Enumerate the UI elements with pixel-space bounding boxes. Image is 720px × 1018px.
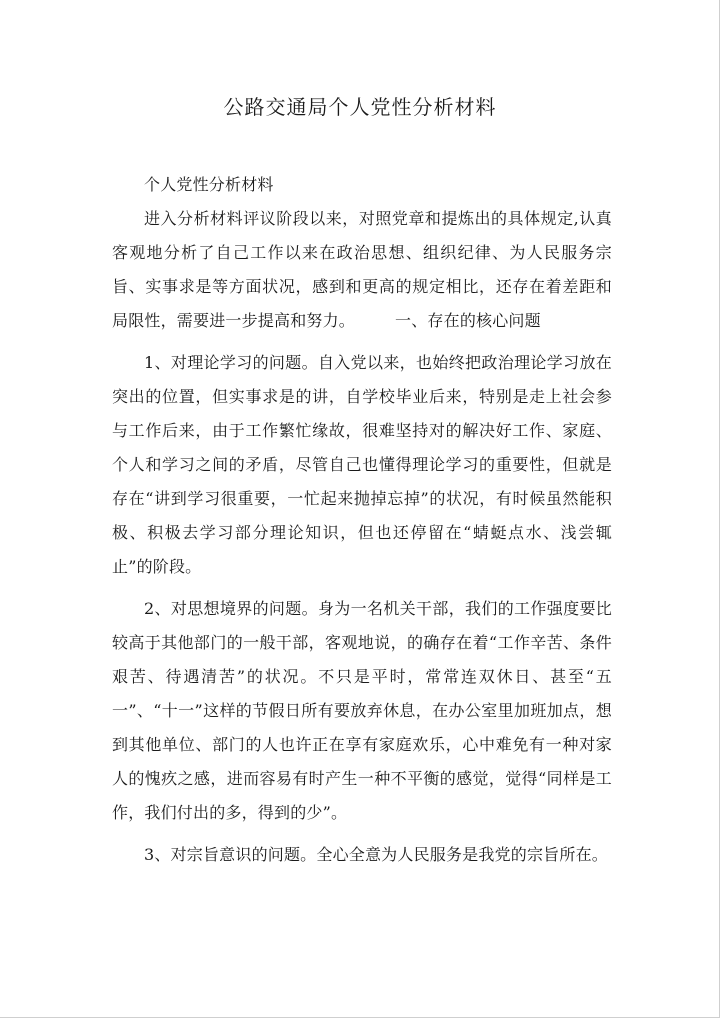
document-body bbox=[112, 168, 612, 872]
intro-paragraph bbox=[112, 202, 612, 338]
document-title: 公路交通局个人党性分析材料 bbox=[223, 95, 497, 119]
document-subtitle: 个人党性分析材料 bbox=[144, 175, 274, 194]
paragraph-1: 1、对理论学习的问题。自入党以来，也始终把政治理论学习放在突出的位置，但实事求是的讲，自学校毕业后来，特别是走上社会参与工作后来，由于工作繁忙缘故，很难坚持对的解决好工作、家庭、个人和学习之间的矛盾，尽管自己也懂得理论学习的重要性，但就是存在“讲到学习很重要，一忙起来抛掉忘掉”的状况，有时候虽然能积极、积极去学习部分理论知识，但也还停留在“蜻蜓点水、浅尝辄止”的阶段。 bbox=[112, 353, 612, 576]
intro-text: 进入分析材料评议阶段以来，对照党章和提炼出的具体规定,认真客观地分析了自己工作以来在政治思想、组织纪律、为人民服务宗旨、实事求是等方面状况，感到和更高的规定相比，还存在着差距和局限性，需要进一步提高和努力。 bbox=[112, 209, 612, 330]
paragraph-3: 3、对宗旨意识的问题。全心全意为人民服务是我党的宗旨所在。 bbox=[144, 845, 608, 864]
paragraph-2: 2、对思想境界的问题。身为一名机关干部，我们的工作强度要比较高于其他部门的一般干部，客观地说，的确存在着“工作辛苦、条件艰苦、待遇清苦”的状况。不只是平时，常常连双休日、甚至“五一”、“十一”这样的节假日所有要放弃休息，在办公室里加班加点，想到其他单位、部门的人也许正在享有家庭欢乐，心中难免有一种对家人的愧疚之感，进而容易有时产生一种不平衡的感觉，觉得“同样是工作，我们付出的多，得到的少”。 bbox=[112, 599, 612, 822]
section-heading: 一、存在的核心问题 bbox=[395, 311, 541, 330]
